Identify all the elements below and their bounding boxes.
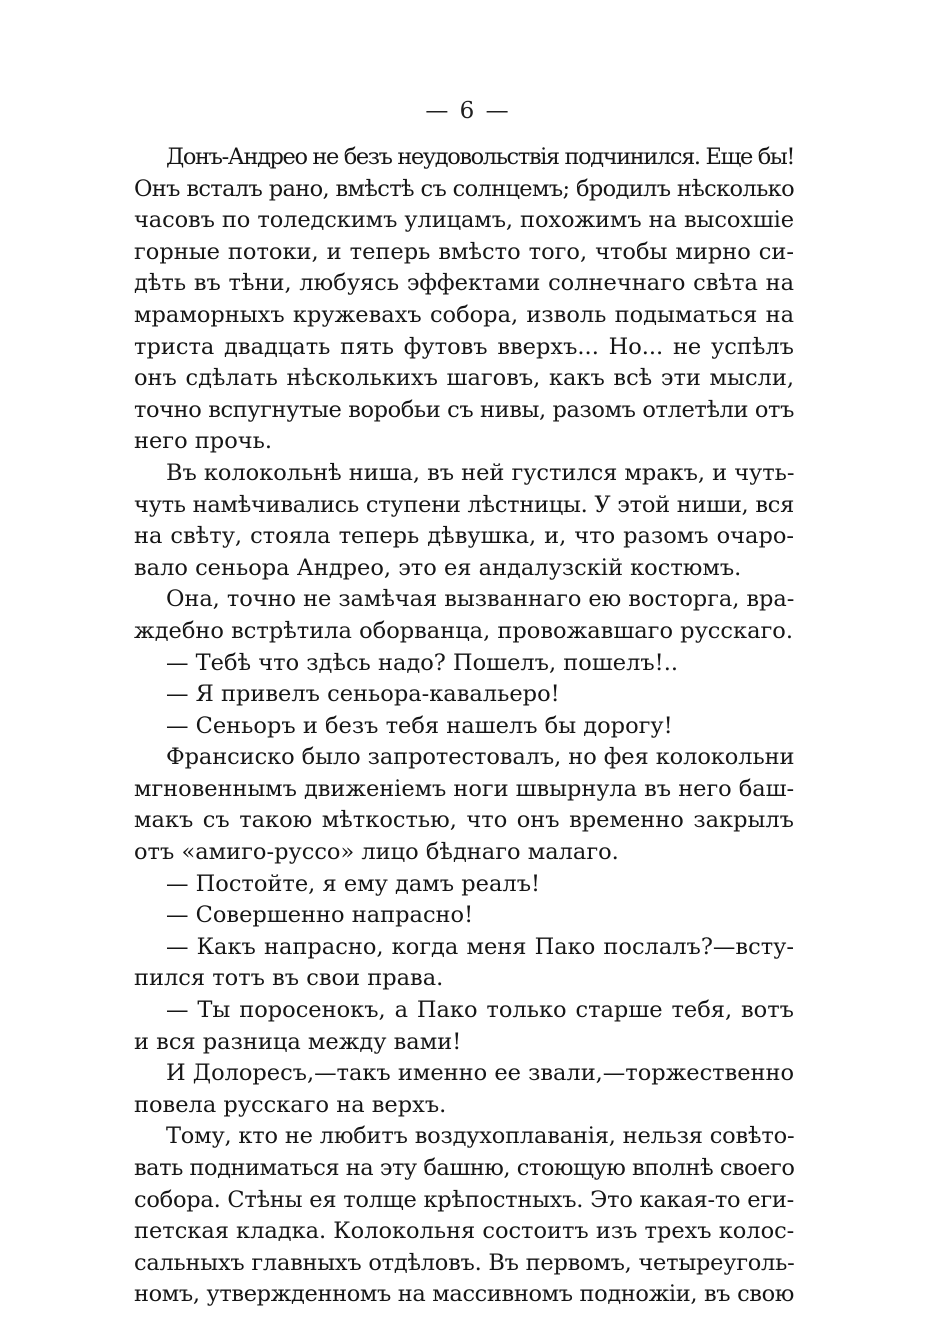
text-line: мгновеннымъ движеніемъ ноги швырнула въ него баш- <box>134 775 794 802</box>
text-line: него прочь. <box>134 428 273 455</box>
text-line: номъ, утвержденномъ на массивномъ подножіи, въ свою <box>134 1281 794 1308</box>
text-line: Донъ-Андрео не безъ неудовольствія подчинился. Еще бы! <box>166 144 795 170</box>
page-number: — 6 — <box>425 98 511 124</box>
text-line: Франсиско было запротестовалъ, но фея колокольни <box>166 744 795 771</box>
text-line: макъ съ такою мѣткостью, что онъ временно закрылъ <box>134 807 794 834</box>
text-line: Въ колокольнѣ ниша, въ ней густился мракъ, и чуть- <box>166 459 795 486</box>
text-line: дѣть въ тѣни, любуясь эффектами солнечнаго свѣта на <box>134 270 794 297</box>
text-line: Онъ всталъ рано, вмѣстѣ съ солнцемъ; бродилъ нѣсколько <box>134 175 794 202</box>
text-line: — Сеньоръ и безъ тебя нашелъ бы дорогу! <box>166 712 673 739</box>
text-line: ждебно встрѣтила оборванца, провожавшаго русскаго. <box>134 617 793 644</box>
text-line: Она, точно не замѣчая вызваннаго ею восторга, вра- <box>166 586 795 613</box>
text-line: точно вспугнутые воробьи съ нивы, разомъ отлетѣли отъ <box>134 396 794 423</box>
text-line: часовъ по толедскимъ улицамъ, похожимъ на высохшіе <box>134 207 794 234</box>
text-line: отъ «амиго-руссо» лицо бѣднаго малаго. <box>134 839 619 866</box>
text-line: вать подниматься на эту башню, стоющую вполнѣ своего <box>134 1155 795 1181</box>
text-line: петская кладка. Колокольня состоитъ изъ трехъ колос- <box>134 1218 795 1245</box>
page-text <box>134 142 794 1311</box>
text-line: Тому, кто не любитъ воздухоплаванія, нельзя совѣто- <box>166 1123 795 1150</box>
text-line: пился тотъ въ свои права. <box>134 965 444 992</box>
text-line: собора. Стѣны ея толще крѣпостныхъ. Это какая-то еги- <box>134 1186 794 1213</box>
text-line: — Какъ напрасно, когда меня Пако послалъ?—всту- <box>166 933 794 960</box>
text-line: и вся разница между вами! <box>134 1028 462 1055</box>
text-line: онъ сдѣлать нѣсколькихъ шаговъ, какъ всѣ эти мысли, <box>134 365 794 392</box>
text-line: чуть намѣчивались ступени лѣстницы. У этой ниши, вся <box>134 491 794 518</box>
text-line: мраморныхъ кружевахъ собора, изволь подыматься на <box>134 301 794 328</box>
text-line: триста двадцать пять футовъ вверхъ... Но... не успѣлъ <box>134 333 794 360</box>
text-line: — Постойте, я ему дамъ реалъ! <box>166 870 541 897</box>
text-line: — Совершенно напрасно! <box>166 902 474 929</box>
text-line: горные потоки, и теперь вмѣсто того, чтобы мирно си- <box>134 238 794 265</box>
text-line: вало сеньора Андрео, это ея андалузскій костюмъ. <box>134 554 742 581</box>
text-line: И Долоресъ,—такъ именно ее звали,—торжественно <box>166 1060 794 1087</box>
text-line: повела русскаго на верхъ. <box>134 1091 447 1118</box>
text-line: — Тебѣ что здѣсь надо? Пошелъ, пошелъ!.. <box>166 649 679 676</box>
text-line: сальныхъ главныхъ отдѣловъ. Въ первомъ, четыреуголь- <box>134 1249 795 1276</box>
text-line: — Ты поросенокъ, а Пако только старше тебя, вотъ <box>166 997 794 1024</box>
text-line: — Я привелъ сеньора-кавальеро! <box>166 681 560 708</box>
text-line: на свѣту, стояла теперь дѣвушка, и, что разомъ очаро- <box>134 523 794 550</box>
